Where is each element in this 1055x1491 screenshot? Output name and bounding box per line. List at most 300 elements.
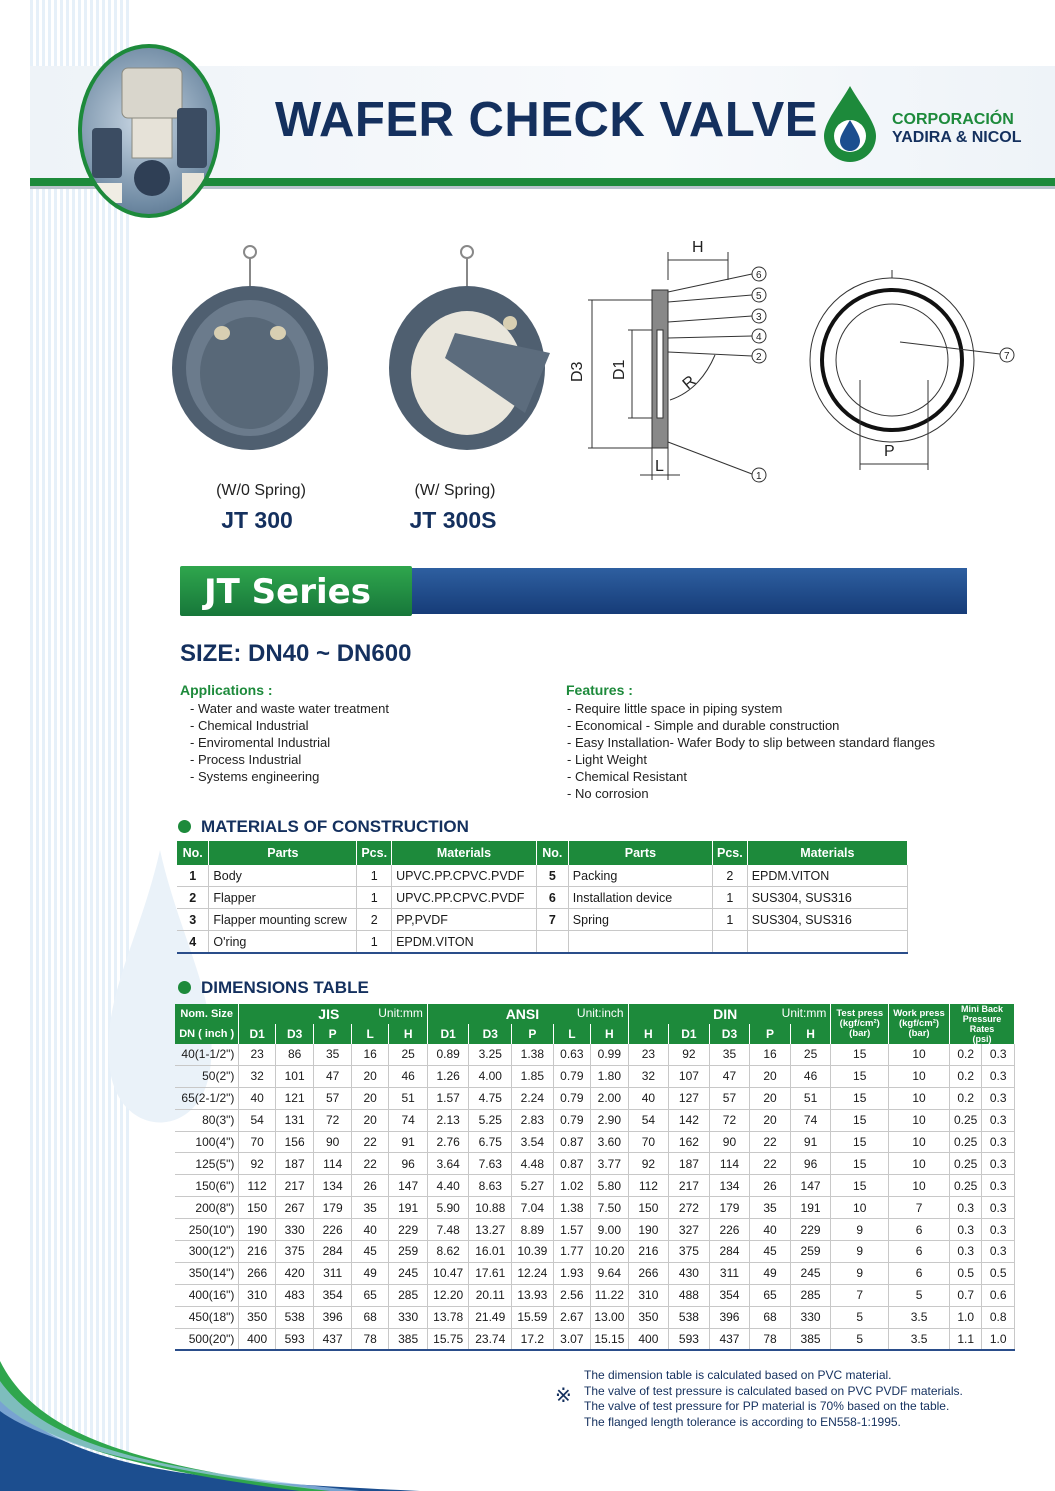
dimensions-cell: 35 [351,1197,389,1219]
dimensions-cell: 20.11 [469,1284,512,1306]
jt300s-caption: (W/ Spring) [414,482,496,499]
materials-cell: Packing [568,865,712,887]
dimensions-cell: 15 [831,1153,889,1175]
work-press-l1: Work press [893,1008,945,1019]
jis-col-header: P [314,1024,352,1044]
dimensions-cell: 2.76 [427,1131,469,1153]
logo-line1: CORPORACIÓN [892,111,1014,128]
dimensions-cell: 22 [351,1153,389,1175]
materials-cell: 2 [177,887,209,909]
dimensions-cell: 0.7 [949,1284,981,1306]
dimensions-cell: 5 [831,1328,889,1350]
list-item: - Process Industrial [190,752,302,767]
dimensions-cell: 90 [314,1131,352,1153]
dimensions-cell: 15 [831,1109,889,1131]
ansi-col-header: P [512,1024,554,1044]
dimensions-cell: 2.90 [591,1109,629,1131]
materials-col-header: Parts [209,841,357,865]
dimensions-cell: 7.04 [512,1197,554,1219]
dimensions-cell: 187 [275,1153,314,1175]
dimensions-cell: 396 [314,1306,352,1328]
dimensions-cell: 134 [314,1175,352,1197]
dimensions-cell: 259 [389,1241,428,1263]
dimensions-cell: 7 [831,1284,889,1306]
dimensions-cell: 0.2 [949,1087,981,1109]
dimensions-cell: 284 [314,1241,352,1263]
dimensions-cell: 430 [669,1262,710,1284]
test-press-l3: (bar) [849,1028,871,1039]
dimensions-cell: 6 [889,1262,950,1284]
dimensions-cell: 70 [239,1131,276,1153]
dimensions-cell: 68 [351,1306,389,1328]
list-item: - No corrosion [567,786,649,801]
dimensions-cell: 100(4") [175,1131,239,1153]
dimensions-cell: 21.49 [469,1306,512,1328]
dimensions-cell: 437 [314,1328,352,1350]
dimensions-cell: 420 [275,1262,314,1284]
dimensions-cell: 15 [831,1131,889,1153]
din-col-header: D1 [669,1024,710,1044]
dimensions-cell: 0.3 [982,1197,1015,1219]
din-unit: Unit:mm [781,1006,827,1020]
left-stripes-decoration [30,0,130,1491]
dimensions-cell: 311 [709,1262,750,1284]
dimensions-cell: 0.6 [982,1284,1015,1306]
dimensions-cell: 400 [239,1328,276,1350]
dimensions-cell: 40 [628,1087,669,1109]
dimensions-cell: 26 [351,1175,389,1197]
dimensions-cell: 11.22 [591,1284,629,1306]
dimensions-cell: 20 [351,1087,389,1109]
dimensions-cell: 0.3 [982,1065,1015,1087]
dimensions-cell: 400(16") [175,1284,239,1306]
ansi-name: ANSI [505,1006,540,1022]
dimensions-cell: 20 [750,1087,791,1109]
materials-cell: 7 [536,909,568,931]
dimensions-cell: 2.67 [553,1306,591,1328]
dimensions-cell: 9.64 [591,1262,629,1284]
dimensions-cell: 78 [351,1328,389,1350]
dimensions-cell: 92 [628,1153,669,1175]
materials-cell: 1 [713,887,748,909]
dimensions-cell: 0.3 [982,1109,1015,1131]
dimensions-cell: 0.79 [553,1087,591,1109]
dimensions-cell: 51 [790,1087,831,1109]
ansi-unit: Unit:inch [576,1006,624,1020]
label-p: P [884,443,895,460]
dimensions-cell: 1.26 [427,1065,469,1087]
dimensions-cell: 0.3 [949,1219,981,1241]
dimensions-cell: 0.3 [982,1175,1015,1197]
dimensions-cell: 3.07 [553,1328,591,1350]
list-item: - Enviromental Industrial [190,735,331,750]
dimensions-cell: 78 [750,1328,791,1350]
callout-2: 2 [756,352,762,363]
dimensions-cell: 40 [750,1219,791,1241]
dimensions-cell: 6 [889,1219,950,1241]
jis-col-header: L [351,1024,389,1044]
list-item: - Economical - Simple and durable construction [567,718,840,733]
work-press-l3: (bar) [908,1028,930,1039]
dimensions-cell: 245 [790,1262,831,1284]
materials-col-header: Materials [747,841,907,865]
callout-6: 6 [756,270,762,281]
dimensions-cell: 1.0 [982,1328,1015,1350]
dimensions-cell: 0.99 [591,1044,629,1065]
dimensions-cell: 1.38 [512,1044,554,1065]
dimensions-cell: 1.85 [512,1065,554,1087]
dimensions-cell: 26 [750,1175,791,1197]
dimensions-cell: 375 [275,1241,314,1263]
jis-col-header: H [389,1024,428,1044]
dimensions-cell: 226 [709,1219,750,1241]
callout-3: 3 [756,312,762,323]
dimensions-cell: 16 [351,1044,389,1065]
dimensions-cell: 285 [389,1284,428,1306]
dimensions-cell: 7 [889,1197,950,1219]
dimensions-cell: 15.59 [512,1306,554,1328]
dimensions-cell: 74 [389,1109,428,1131]
dimensions-cell: 4.40 [427,1175,469,1197]
note-line: The valve of test pressure for PP material is 70% based on the table. [584,1399,950,1413]
jt300s-name: JT 300S [409,507,497,533]
logo-line2: YADIRA & NICOL [892,129,1022,146]
dimensions-cell: 0.2 [949,1044,981,1065]
dimensions-cell: 4.00 [469,1065,512,1087]
dimensions-cell: 112 [628,1175,669,1197]
dimensions-cell: 13.78 [427,1306,469,1328]
dimensions-cell: 538 [275,1306,314,1328]
din-col-header: H [628,1024,669,1044]
materials-cell: SUS304, SUS316 [747,909,907,931]
dimensions-cell: 266 [239,1262,276,1284]
dimensions-cell: 250(10") [175,1219,239,1241]
list-item: - Easy Installation- Wafer Body to slip between standard flanges [567,735,936,750]
dimensions-cell: 310 [628,1284,669,1306]
dimensions-cell: 13.93 [512,1284,554,1306]
table-row [177,887,908,909]
dimensions-cell: 267 [275,1197,314,1219]
dimensions-cell: 2.13 [427,1109,469,1131]
dimensions-cell: 191 [389,1197,428,1219]
dimensions-cell: 156 [275,1131,314,1153]
dimensions-cell: 5 [831,1306,889,1328]
dimensions-cell: 1.0 [949,1306,981,1328]
dimensions-cell: 5.25 [469,1109,512,1131]
materials-col-header: Parts [568,841,712,865]
dimensions-cell: 49 [351,1262,389,1284]
dimensions-cell: 0.79 [553,1065,591,1087]
note-line: The flanged length tolerance is according to EN558-1:1995. [584,1414,901,1429]
dimensions-cell: 0.3 [982,1241,1015,1263]
materials-cell: EPDM.VITON [392,931,537,954]
dimensions-cell: 112 [239,1175,276,1197]
dimensions-cell: 25 [389,1044,428,1065]
materials-cell: Spring [568,909,712,931]
dimensions-cell: 396 [709,1306,750,1328]
dimensions-cell: 200(8") [175,1197,239,1219]
dimensions-cell: 9 [831,1241,889,1263]
dimensions-cell: 10 [889,1153,950,1175]
dimensions-cell: 17.61 [469,1262,512,1284]
dimensions-cell: 23 [239,1044,276,1065]
dimensions-cell: 68 [750,1306,791,1328]
dimensions-cell: 2.56 [553,1284,591,1306]
dimensions-cell: 3.5 [889,1306,950,1328]
dimensions-cell: 8.89 [512,1219,554,1241]
valve-collage-icon [82,48,216,214]
din-group-header [628,1004,831,1024]
dimensions-cell: 179 [709,1197,750,1219]
dimensions-cell: 2.00 [591,1087,629,1109]
jt300-caption: (W/0 Spring) [216,482,306,499]
dimensions-cell: 7.63 [469,1153,512,1175]
dimensions-cell: 22 [750,1153,791,1175]
dimensions-cell: 121 [275,1087,314,1109]
dimensions-heading: DIMENSIONS TABLE [201,978,369,997]
materials-cell: UPVC.PP.CPVC.PVDF [392,887,537,909]
dimensions-cell: 114 [709,1153,750,1175]
table-row [175,1219,1015,1241]
table-row [175,1087,1015,1109]
dimensions-cell: 10 [889,1131,950,1153]
dimensions-cell: 217 [275,1175,314,1197]
dimensions-cell: 0.5 [949,1262,981,1284]
dimensions-cell: 216 [239,1241,276,1263]
materials-cell: 2 [713,865,748,887]
dimensions-cell: 16 [750,1044,791,1065]
table-row [175,1241,1015,1263]
dimensions-cell: 107 [669,1065,710,1087]
callout-1: 1 [756,471,762,482]
dimensions-cell: 142 [669,1109,710,1131]
dimensions-cell: 150 [628,1197,669,1219]
dimensions-cell: 15 [831,1175,889,1197]
table-row [175,1153,1015,1175]
dimensions-cell: 1.1 [949,1328,981,1350]
jis-group-header [239,1004,428,1024]
jt300-name: JT 300 [221,507,293,533]
dimensions-cell: 8.62 [427,1241,469,1263]
dimensions-cell: 96 [389,1153,428,1175]
dimensions-cell: 350 [628,1306,669,1328]
dimensions-cell: 10 [889,1087,950,1109]
test-press-l2: (kgf/cm²) [839,1018,880,1029]
materials-cell: 1 [357,887,392,909]
dimensions-cell: 46 [790,1065,831,1087]
materials-col-header: Pcs. [357,841,392,865]
mini-back-l3: (psi) [972,1034,992,1044]
dimensions-cell: 0.25 [949,1131,981,1153]
dimensions-cell: 500(20") [175,1328,239,1350]
dimensions-cell: 330 [790,1306,831,1328]
dimensions-cell: 150 [239,1197,276,1219]
dimensions-cell: 15.75 [427,1328,469,1350]
materials-table [177,841,908,954]
dimensions-cell: 10.20 [591,1241,629,1263]
dimensions-cell: 1.38 [553,1197,591,1219]
dimensions-cell: 9.00 [591,1219,629,1241]
list-item: - Water and waste water treatment [190,701,389,716]
test-press-l1: Test press [836,1008,884,1019]
dimensions-cell: 162 [669,1131,710,1153]
dimensions-cell: 23.74 [469,1328,512,1350]
dimensions-cell: 1.02 [553,1175,591,1197]
dimensions-cell: 32 [239,1065,276,1087]
nom-size-header: Nom. Size [175,1004,239,1024]
list-item: - Systems engineering [190,769,320,784]
dimensions-cell: 150(6") [175,1175,239,1197]
dimensions-cell: 20 [750,1065,791,1087]
dimensions-cell: 10 [889,1109,950,1131]
mini-back-l1: Mini Back [960,1004,1003,1014]
materials-cell: 1 [357,931,392,954]
note-line: The dimension table is calculated based on PVC material. [584,1368,892,1382]
dn-inch-header: DN ( inch ) [175,1024,239,1044]
dimensions-cell: 65 [750,1284,791,1306]
dimensions-cell: 65 [351,1284,389,1306]
dimensions-cell: 0.3 [982,1131,1015,1153]
dimensions-cell: 15 [831,1087,889,1109]
dimensions-cell: 311 [314,1262,352,1284]
materials-cell: Body [209,865,357,887]
dimensions-cell: 1.57 [553,1219,591,1241]
dimensions-cell: 0.25 [949,1175,981,1197]
dimensions-cell: 46 [389,1065,428,1087]
table-row [175,1175,1015,1197]
dimensions-cell: 1.80 [591,1065,629,1087]
materials-cell: 4 [177,931,209,954]
materials-cell [536,931,568,954]
din-col-header: H [790,1024,831,1044]
dimensions-cell: 5 [889,1284,950,1306]
valve-technical-drawing [560,230,1040,495]
dimensions-cell: 1.77 [553,1241,591,1263]
dimensions-cell: 400 [628,1328,669,1350]
dimensions-cell: 20 [351,1109,389,1131]
materials-col-header: No. [177,841,209,865]
dimensions-cell: 127 [669,1087,710,1109]
dimensions-cell: 2.24 [512,1087,554,1109]
list-item: - Chemical Industrial [190,718,309,733]
materials-col-header: Materials [392,841,537,865]
materials-bullet-icon [178,820,191,833]
dimensions-cell: 190 [239,1219,276,1241]
dimensions-cell: 70 [628,1131,669,1153]
dimensions-cell: 125(5") [175,1153,239,1175]
page-title: WAFER CHECK VALVE [275,93,818,147]
label-d1: D1 [611,359,628,380]
dimensions-cell: 10.39 [512,1241,554,1263]
dimensions-cell: 266 [628,1262,669,1284]
dimensions-cell: 350(14") [175,1262,239,1284]
dimensions-cell: 354 [709,1284,750,1306]
dimensions-cell: 229 [790,1219,831,1241]
dimensions-cell: 35 [709,1044,750,1065]
table-row [175,1065,1015,1087]
dimensions-cell: 96 [790,1153,831,1175]
dimensions-cell: 3.60 [591,1131,629,1153]
table-row [175,1262,1015,1284]
materials-cell: O'ring [209,931,357,954]
dimensions-cell: 20 [750,1109,791,1131]
dimensions-cell: 5.27 [512,1175,554,1197]
jis-unit: Unit:mm [378,1006,423,1020]
materials-cell [568,931,712,954]
din-name: DIN [713,1006,738,1022]
dimensions-cell: 0.87 [553,1153,591,1175]
din-col-header: D3 [709,1024,750,1044]
dimensions-cell: 10 [889,1175,950,1197]
dimensions-cell: 25 [790,1044,831,1065]
dimensions-cell: 187 [669,1153,710,1175]
materials-cell: SUS304, SUS316 [747,887,907,909]
dimensions-cell: 0.3 [949,1197,981,1219]
label-d3: D3 [569,361,586,382]
dimensions-cell: 226 [314,1219,352,1241]
dimensions-cell: 330 [275,1219,314,1241]
dimensions-cell: 114 [314,1153,352,1175]
dimensions-cell: 354 [314,1284,352,1306]
dimensions-cell: 9 [831,1262,889,1284]
list-item: - Require little space in piping system [567,701,783,716]
dimensions-cell: 12.24 [512,1262,554,1284]
note-symbol: ※ [555,1385,572,1407]
dimensions-cell: 35 [314,1044,352,1065]
materials-cell: 2 [357,909,392,931]
size-range: SIZE: DN40 ~ DN600 [180,640,412,667]
dimensions-cell: 147 [790,1175,831,1197]
dimensions-cell: 12.20 [427,1284,469,1306]
dimensions-cell: 5.90 [427,1197,469,1219]
dimensions-cell: 216 [628,1241,669,1263]
materials-cell [713,931,748,954]
dimensions-cell: 385 [790,1328,831,1350]
features-list [567,700,935,802]
table-row [175,1131,1015,1153]
dimensions-cell: 0.3 [982,1087,1015,1109]
test-press-header [831,1004,889,1044]
dimensions-cell: 330 [389,1306,428,1328]
dimensions-cell: 54 [628,1109,669,1131]
dimensions-cell: 86 [275,1044,314,1065]
dimensions-cell: 7.50 [591,1197,629,1219]
materials-cell: 1 [357,865,392,887]
dimensions-cell: 437 [709,1328,750,1350]
series-bar-blue [400,568,967,614]
dimensions-cell: 72 [314,1109,352,1131]
dimensions-cell: 179 [314,1197,352,1219]
list-item: - Light Weight [567,752,647,767]
table-row [175,1109,1015,1131]
dimensions-cell: 0.3 [982,1044,1015,1065]
table-row [175,1306,1015,1328]
dimensions-cell: 3.77 [591,1153,629,1175]
dimensions-cell: 8.63 [469,1175,512,1197]
dimensions-cell: 10 [831,1197,889,1219]
mini-back-l2: Pressure Rates [962,1014,1002,1034]
materials-col-header: Pcs. [713,841,748,865]
dimensions-cell: 22 [351,1131,389,1153]
materials-cell: PP,PVDF [392,909,537,931]
dimensions-cell: 538 [669,1306,710,1328]
dimensions-cell: 0.87 [553,1131,591,1153]
work-press-header [889,1004,950,1044]
dimensions-table [175,1004,1015,1351]
materials-cell: Installation device [568,887,712,909]
list-item: - Chemical Resistant [567,769,687,784]
dimensions-cell: 1.57 [427,1087,469,1109]
